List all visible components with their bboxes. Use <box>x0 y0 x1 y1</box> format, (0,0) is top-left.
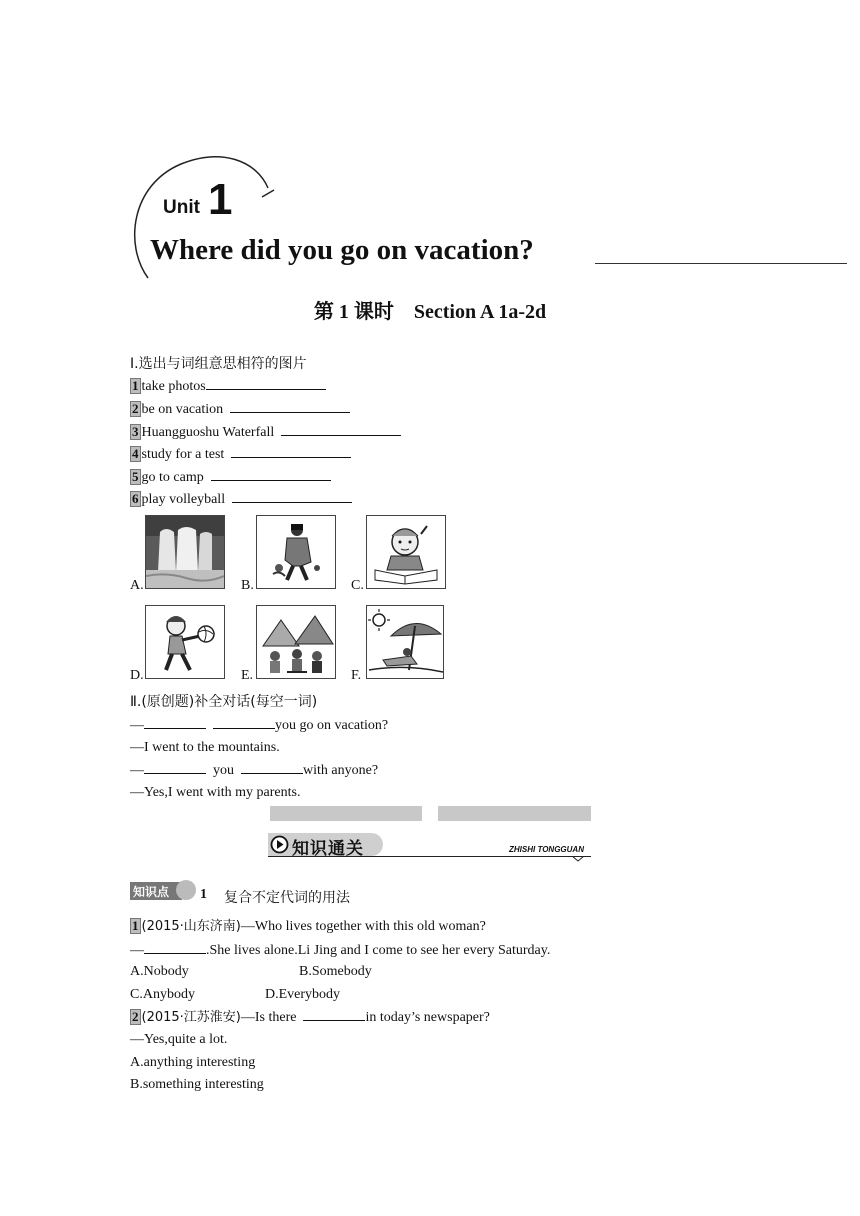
dash: — <box>130 763 144 778</box>
answer-blank[interactable] <box>144 941 206 954</box>
question-1-option-b[interactable]: B.Somebody <box>299 964 372 979</box>
banner-gray-bar-left <box>270 806 422 821</box>
item-number: 2 <box>132 401 139 416</box>
dash: — <box>130 718 144 733</box>
part1-item-6 <box>130 490 352 509</box>
student-studying-picture <box>366 515 446 589</box>
waterfall-picture <box>145 515 225 589</box>
dialogue-text: with anyone? <box>303 763 379 778</box>
banner-pinyin: ZHISHI TONGGUAN <box>509 845 584 854</box>
question-2-stem <box>130 1008 490 1027</box>
item-number: 4 <box>132 446 139 461</box>
dialogue-text: you go on vacation? <box>275 718 389 733</box>
picture-label-c: C. <box>351 578 364 593</box>
question-text: .She lives alone.Li Jing and I come to see her every Saturday. <box>206 943 551 958</box>
part1-item-5 <box>130 468 331 487</box>
knowledge-number: 1 <box>200 887 207 902</box>
banner-gray-bar-right <box>438 806 591 821</box>
question-1-line2: — .She lives alone.Li Jing and I come to see her every Saturday. <box>130 943 551 958</box>
question-2-option-a[interactable]: A.anything interesting <box>130 1055 256 1070</box>
unit-word: Unit <box>163 197 200 218</box>
question-source: (2015·山东济南) <box>141 919 241 934</box>
banner-rule-notch <box>572 856 584 862</box>
item-text: be on vacation <box>141 402 224 417</box>
picture-label-a: A. <box>130 578 144 593</box>
dialogue-line-3 <box>130 761 378 780</box>
picture-label-b: B. <box>241 578 254 593</box>
answer-blank[interactable] <box>230 400 350 413</box>
item-text: play volleyball <box>141 492 226 507</box>
dialogue-line-1 <box>130 716 388 735</box>
unit-title: Where did you go on vacation? <box>150 234 534 266</box>
unit-title-rule <box>595 263 847 264</box>
volleyball-picture <box>145 605 225 679</box>
question-1-option-d[interactable]: D.Everybody <box>265 987 341 1002</box>
question-text: —Who lives together with this old woman? <box>240 919 486 934</box>
question-source: (2015·江苏淮安) <box>141 1010 241 1025</box>
lesson-title: 第 1 课时 Section A 1a-2d <box>313 301 547 323</box>
answer-blank[interactable] <box>144 716 206 729</box>
question-number: 2 <box>132 1009 139 1024</box>
beach-umbrella-picture <box>366 605 444 679</box>
answer-blank[interactable] <box>303 1008 365 1021</box>
item-text: go to camp <box>141 470 204 485</box>
item-text: study for a test <box>141 447 225 462</box>
item-number: 6 <box>132 491 139 506</box>
question-text: in today’s newspaper? <box>365 1010 490 1025</box>
knowledge-tag-text: 知识点 <box>133 885 170 899</box>
answer-blank[interactable] <box>281 423 401 436</box>
item-number: 5 <box>132 469 139 484</box>
answer-blank[interactable] <box>211 468 331 481</box>
answer-blank[interactable] <box>231 445 351 458</box>
knowledge-tag-curve <box>176 880 196 900</box>
answer-blank[interactable] <box>144 761 206 774</box>
question-1-option-a[interactable]: A.Nobody <box>130 964 189 979</box>
dialogue-text: you <box>213 763 234 778</box>
answer-blank[interactable] <box>241 761 303 774</box>
question-2-line2: —Yes,quite a lot. <box>130 1032 228 1047</box>
part2-heading: Ⅱ.(原创题)补全对话(每空一词) <box>130 694 318 710</box>
question-number: 1 <box>132 918 139 933</box>
answer-blank[interactable] <box>213 716 275 729</box>
dialogue-line-2: —I went to the mountains. <box>130 740 280 755</box>
question-1-option-c[interactable]: C.Anybody <box>130 987 195 1002</box>
banner-rule <box>268 856 591 857</box>
banner-title: 知识通关 <box>292 839 364 859</box>
answer-blank[interactable] <box>232 490 352 503</box>
camping-picture <box>256 605 336 679</box>
picture-label-f: F. <box>351 668 362 683</box>
unit-number: 1 <box>208 175 233 224</box>
answer-blank[interactable] <box>206 377 326 390</box>
part1-item-1 <box>130 377 326 396</box>
part1-item-2 <box>130 400 350 419</box>
item-number: 3 <box>132 424 139 439</box>
item-number: 1 <box>132 378 139 393</box>
picture-label-e: E. <box>241 668 254 683</box>
question-1-stem <box>130 918 486 936</box>
photographer-picture <box>256 515 336 589</box>
part1-item-3 <box>130 423 401 442</box>
part1-item-4 <box>130 445 351 464</box>
item-text: Huangguoshu Waterfall <box>141 425 275 440</box>
question-text: —Is there <box>240 1010 300 1025</box>
part1-heading: Ⅰ.选出与词组意思相符的图片 <box>130 356 307 372</box>
play-circle-icon <box>270 835 289 854</box>
question-2-option-b[interactable]: B.something interesting <box>130 1077 264 1092</box>
dialogue-line-4: —Yes,I went with my parents. <box>130 785 301 800</box>
knowledge-title: 复合不定代词的用法 <box>224 890 350 906</box>
picture-label-d: D. <box>130 668 144 683</box>
item-text: take photos <box>141 379 206 394</box>
